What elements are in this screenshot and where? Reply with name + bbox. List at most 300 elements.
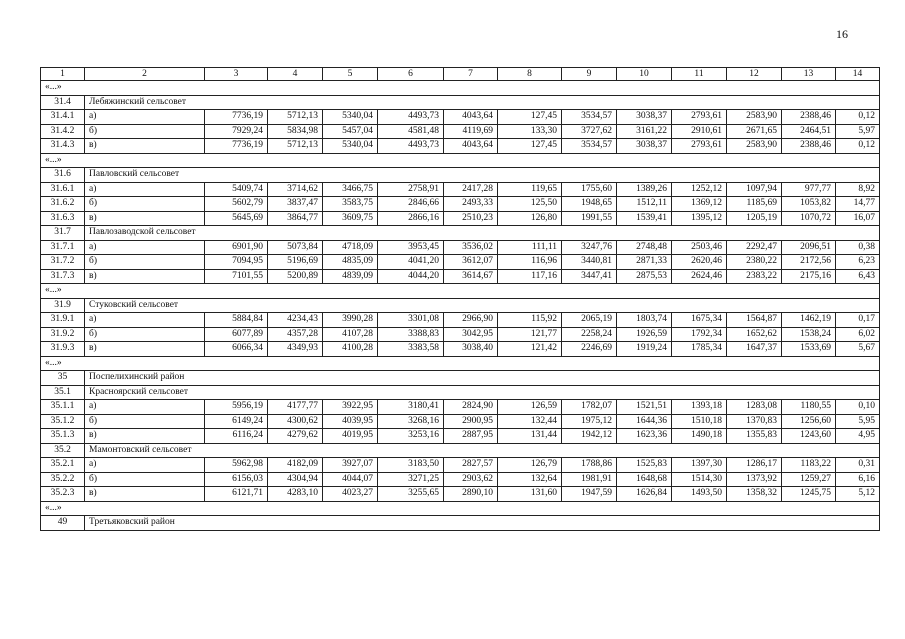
value-cell: 1926,59 (617, 327, 672, 342)
value-cell: 3180,41 (378, 400, 444, 415)
value-cell: 131,44 (498, 429, 562, 444)
row-label: б) (85, 327, 205, 342)
value-cell: 2583,90 (727, 139, 782, 154)
section-code: 35.2 (41, 443, 85, 458)
value-cell: 3536,02 (444, 240, 498, 255)
row-label: а) (85, 458, 205, 473)
section-code: 31.6 (41, 168, 85, 183)
value-cell: 0,10 (836, 400, 880, 415)
value-cell: 2620,46 (672, 255, 727, 270)
ellipsis-row (41, 356, 880, 371)
row-code: 31.7.1 (41, 240, 85, 255)
value-cell: 127,45 (498, 110, 562, 125)
value-cell: 126,59 (498, 400, 562, 415)
value-cell: 4041,20 (378, 255, 444, 270)
value-cell: 2493,33 (444, 197, 498, 212)
value-cell: 1647,37 (727, 342, 782, 357)
value-cell: 2875,53 (617, 269, 672, 284)
value-cell: 0,17 (836, 313, 880, 328)
ellipsis-cell: «...» (41, 284, 880, 299)
value-cell: 3583,75 (323, 197, 378, 212)
value-cell: 131,60 (498, 487, 562, 502)
row-label: в) (85, 139, 205, 154)
ellipsis-row (41, 81, 880, 96)
row-label: а) (85, 240, 205, 255)
value-cell: 6,23 (836, 255, 880, 270)
value-cell: 4718,09 (323, 240, 378, 255)
value-cell: 1070,72 (782, 211, 836, 226)
value-cell: 119,65 (498, 182, 562, 197)
row-label: б) (85, 197, 205, 212)
value-cell: 5645,69 (205, 211, 268, 226)
value-cell: 1395,12 (672, 211, 727, 226)
value-cell: 4044,07 (323, 472, 378, 487)
section-title: Лебяжинский сельсовет (85, 95, 880, 110)
value-cell: 2292,47 (727, 240, 782, 255)
table-row (41, 139, 880, 154)
table-body (41, 68, 880, 531)
value-cell: 5340,04 (323, 139, 378, 154)
column-header: 10 (617, 68, 672, 81)
value-cell: 1245,75 (782, 487, 836, 502)
value-cell: 1180,55 (782, 400, 836, 415)
section-row (41, 516, 880, 531)
row-code: 35.2.3 (41, 487, 85, 502)
table-row (41, 211, 880, 226)
value-cell: 7736,19 (205, 139, 268, 154)
value-cell: 3953,45 (378, 240, 444, 255)
value-cell: 115,92 (498, 313, 562, 328)
row-code: 31.9.2 (41, 327, 85, 342)
value-cell: 3247,76 (562, 240, 617, 255)
value-cell: 4,95 (836, 429, 880, 444)
value-cell: 1370,83 (727, 414, 782, 429)
value-cell: 1355,83 (727, 429, 782, 444)
column-header: 12 (727, 68, 782, 81)
row-label: в) (85, 429, 205, 444)
value-cell: 3038,40 (444, 342, 498, 357)
value-cell: 1675,34 (672, 313, 727, 328)
value-cell: 6116,24 (205, 429, 268, 444)
value-cell: 6149,24 (205, 414, 268, 429)
value-cell: 4279,62 (268, 429, 323, 444)
section-row (41, 226, 880, 241)
value-cell: 1991,55 (562, 211, 617, 226)
value-cell: 1259,27 (782, 472, 836, 487)
value-cell: 4100,28 (323, 342, 378, 357)
value-cell: 3255,65 (378, 487, 444, 502)
value-cell: 5200,89 (268, 269, 323, 284)
row-label: б) (85, 472, 205, 487)
value-cell: 132,64 (498, 472, 562, 487)
value-cell: 4182,09 (268, 458, 323, 473)
row-code: 31.9.1 (41, 313, 85, 328)
value-cell: 3042,95 (444, 327, 498, 342)
row-label: а) (85, 110, 205, 125)
table-row (41, 269, 880, 284)
section-code: 35 (41, 371, 85, 386)
value-cell: 4304,94 (268, 472, 323, 487)
value-cell: 4493,73 (378, 139, 444, 154)
value-cell: 977,77 (782, 182, 836, 197)
value-cell: 2246,69 (562, 342, 617, 357)
value-cell: 4357,28 (268, 327, 323, 342)
section-row (41, 371, 880, 386)
value-cell: 6066,34 (205, 342, 268, 357)
value-cell: 3271,25 (378, 472, 444, 487)
value-cell: 6901,90 (205, 240, 268, 255)
value-cell: 3388,83 (378, 327, 444, 342)
value-cell: 2388,46 (782, 139, 836, 154)
value-cell: 4044,20 (378, 269, 444, 284)
table-row (41, 342, 880, 357)
value-cell: 2748,48 (617, 240, 672, 255)
value-cell: 2966,90 (444, 313, 498, 328)
section-row (41, 443, 880, 458)
value-cell: 3038,37 (617, 139, 672, 154)
value-cell: 1626,84 (617, 487, 672, 502)
value-cell: 4493,73 (378, 110, 444, 125)
row-label: б) (85, 124, 205, 139)
ellipsis-cell: «...» (41, 81, 880, 96)
value-cell: 1510,18 (672, 414, 727, 429)
ellipsis-cell: «...» (41, 501, 880, 516)
value-cell: 2583,90 (727, 110, 782, 125)
table-row (41, 458, 880, 473)
table-row (41, 487, 880, 502)
value-cell: 2671,65 (727, 124, 782, 139)
value-cell: 4839,09 (323, 269, 378, 284)
value-cell: 5712,13 (268, 139, 323, 154)
column-header: 3 (205, 68, 268, 81)
value-cell: 1785,34 (672, 342, 727, 357)
section-title: Красноярский сельсовет (85, 385, 880, 400)
section-code: 31.9 (41, 298, 85, 313)
value-cell: 1525,83 (617, 458, 672, 473)
value-cell: 2383,22 (727, 269, 782, 284)
value-cell: 3447,41 (562, 269, 617, 284)
value-cell: 3440,81 (562, 255, 617, 270)
value-cell: 1538,24 (782, 327, 836, 342)
column-header: 6 (378, 68, 444, 81)
value-cell: 1514,30 (672, 472, 727, 487)
ellipsis-cell: «...» (41, 153, 880, 168)
value-cell: 1369,12 (672, 197, 727, 212)
value-cell: 1919,24 (617, 342, 672, 357)
value-cell: 4234,43 (268, 313, 323, 328)
value-cell: 1053,82 (782, 197, 836, 212)
value-cell: 4107,28 (323, 327, 378, 342)
value-cell: 6077,89 (205, 327, 268, 342)
value-cell: 4019,95 (323, 429, 378, 444)
section-code: 31.4 (41, 95, 85, 110)
section-code: 31.7 (41, 226, 85, 241)
table-row (41, 472, 880, 487)
table-row (41, 414, 880, 429)
value-cell: 133,30 (498, 124, 562, 139)
value-cell: 3609,75 (323, 211, 378, 226)
value-cell: 1942,12 (562, 429, 617, 444)
ellipsis-cell: «...» (41, 356, 880, 371)
ellipsis-row (41, 501, 880, 516)
value-cell: 7101,55 (205, 269, 268, 284)
row-code: 35.1.1 (41, 400, 85, 415)
value-cell: 3534,57 (562, 110, 617, 125)
value-cell: 3837,47 (268, 197, 323, 212)
value-cell: 1521,51 (617, 400, 672, 415)
row-code: 31.4.2 (41, 124, 85, 139)
column-header: 11 (672, 68, 727, 81)
value-cell: 1373,92 (727, 472, 782, 487)
value-cell: 4119,69 (444, 124, 498, 139)
value-cell: 2910,61 (672, 124, 727, 139)
value-cell: 125,50 (498, 197, 562, 212)
value-cell: 6,02 (836, 327, 880, 342)
column-header: 1 (41, 68, 85, 81)
section-title: Стуковский сельсовет (85, 298, 880, 313)
value-cell: 0,12 (836, 139, 880, 154)
column-header: 13 (782, 68, 836, 81)
table-row (41, 327, 880, 342)
value-cell: 1462,19 (782, 313, 836, 328)
column-header: 4 (268, 68, 323, 81)
value-cell: 1948,65 (562, 197, 617, 212)
value-cell: 2900,95 (444, 414, 498, 429)
section-title: Мамонтовский сельсовет (85, 443, 880, 458)
section-code: 35.1 (41, 385, 85, 400)
value-cell: 5,95 (836, 414, 880, 429)
value-cell: 2793,61 (672, 139, 727, 154)
value-cell: 1493,50 (672, 487, 727, 502)
ellipsis-row (41, 284, 880, 299)
section-row (41, 95, 880, 110)
value-cell: 2827,57 (444, 458, 498, 473)
value-cell: 4581,48 (378, 124, 444, 139)
value-cell: 2624,46 (672, 269, 727, 284)
value-cell: 1512,11 (617, 197, 672, 212)
value-cell: 116,96 (498, 255, 562, 270)
value-cell: 1947,59 (562, 487, 617, 502)
value-cell: 14,77 (836, 197, 880, 212)
value-cell: 5,12 (836, 487, 880, 502)
row-label: в) (85, 211, 205, 226)
value-cell: 1975,12 (562, 414, 617, 429)
value-cell: 1243,60 (782, 429, 836, 444)
value-cell: 126,79 (498, 458, 562, 473)
row-label: б) (85, 255, 205, 270)
value-cell: 2096,51 (782, 240, 836, 255)
table-row (41, 313, 880, 328)
value-cell: 4177,77 (268, 400, 323, 415)
value-cell: 1358,32 (727, 487, 782, 502)
value-cell: 1097,94 (727, 182, 782, 197)
section-title: Павлозаводской сельсовет (85, 226, 880, 241)
value-cell: 0,31 (836, 458, 880, 473)
value-cell: 1205,19 (727, 211, 782, 226)
value-cell: 6121,71 (205, 487, 268, 502)
row-code: 35.1.2 (41, 414, 85, 429)
header-row (41, 68, 880, 81)
value-cell: 0,12 (836, 110, 880, 125)
row-code: 31.6.3 (41, 211, 85, 226)
value-cell: 1286,17 (727, 458, 782, 473)
table-row (41, 429, 880, 444)
value-cell: 1185,69 (727, 197, 782, 212)
value-cell: 5602,79 (205, 197, 268, 212)
row-code: 31.4.3 (41, 139, 85, 154)
section-title: Павловский сельсовет (85, 168, 880, 183)
value-cell: 1252,12 (672, 182, 727, 197)
value-cell: 3161,22 (617, 124, 672, 139)
row-code: 31.6.2 (41, 197, 85, 212)
value-cell: 1782,07 (562, 400, 617, 415)
ellipsis-row (41, 153, 880, 168)
row-code: 31.6.1 (41, 182, 85, 197)
value-cell: 127,45 (498, 139, 562, 154)
value-cell: 2258,24 (562, 327, 617, 342)
value-cell: 4043,64 (444, 110, 498, 125)
value-cell: 5409,74 (205, 182, 268, 197)
value-cell: 4835,09 (323, 255, 378, 270)
value-cell: 4043,64 (444, 139, 498, 154)
value-cell: 1393,18 (672, 400, 727, 415)
column-header: 9 (562, 68, 617, 81)
section-title: Поспелихинский район (85, 371, 880, 386)
value-cell: 1755,60 (562, 182, 617, 197)
value-cell: 3038,37 (617, 110, 672, 125)
value-cell: 6,16 (836, 472, 880, 487)
value-cell: 2175,16 (782, 269, 836, 284)
value-cell: 2065,19 (562, 313, 617, 328)
value-cell: 5712,13 (268, 110, 323, 125)
value-cell: 2417,28 (444, 182, 498, 197)
column-header: 14 (836, 68, 880, 81)
value-cell: 3714,62 (268, 182, 323, 197)
value-cell: 1564,87 (727, 313, 782, 328)
value-cell: 8,92 (836, 182, 880, 197)
value-cell: 3922,95 (323, 400, 378, 415)
row-label: а) (85, 182, 205, 197)
value-cell: 2510,23 (444, 211, 498, 226)
value-cell: 0,38 (836, 240, 880, 255)
section-row (41, 385, 880, 400)
row-label: а) (85, 313, 205, 328)
value-cell: 1644,36 (617, 414, 672, 429)
value-cell: 1652,62 (727, 327, 782, 342)
value-cell: 117,16 (498, 269, 562, 284)
value-cell: 5962,98 (205, 458, 268, 473)
row-label: а) (85, 400, 205, 415)
value-cell: 121,77 (498, 327, 562, 342)
row-code: 35.2.1 (41, 458, 85, 473)
value-cell: 2871,33 (617, 255, 672, 270)
column-header: 5 (323, 68, 378, 81)
value-cell: 2758,91 (378, 182, 444, 197)
value-cell: 2903,62 (444, 472, 498, 487)
value-cell: 7094,95 (205, 255, 268, 270)
row-label: в) (85, 269, 205, 284)
value-cell: 3864,77 (268, 211, 323, 226)
value-cell: 2846,66 (378, 197, 444, 212)
value-cell: 1397,30 (672, 458, 727, 473)
row-code: 31.4.1 (41, 110, 85, 125)
value-cell: 4300,62 (268, 414, 323, 429)
value-cell: 2824,90 (444, 400, 498, 415)
column-header: 2 (85, 68, 205, 81)
value-cell: 121,42 (498, 342, 562, 357)
value-cell: 5196,69 (268, 255, 323, 270)
table-row (41, 110, 880, 125)
value-cell: 3183,50 (378, 458, 444, 473)
section-title: Третьяковский район (85, 516, 880, 531)
value-cell: 5340,04 (323, 110, 378, 125)
value-cell: 2380,22 (727, 255, 782, 270)
value-cell: 5073,84 (268, 240, 323, 255)
table-row (41, 240, 880, 255)
value-cell: 5834,98 (268, 124, 323, 139)
table-row (41, 124, 880, 139)
page-number: 16 (836, 27, 848, 41)
value-cell: 5457,04 (323, 124, 378, 139)
value-cell: 2890,10 (444, 487, 498, 502)
value-cell: 3466,75 (323, 182, 378, 197)
tariff-table (40, 67, 880, 531)
value-cell: 1648,68 (617, 472, 672, 487)
value-cell: 111,11 (498, 240, 562, 255)
value-cell: 1539,41 (617, 211, 672, 226)
value-cell: 5,97 (836, 124, 880, 139)
value-cell: 1389,26 (617, 182, 672, 197)
value-cell: 4349,93 (268, 342, 323, 357)
value-cell: 2503,46 (672, 240, 727, 255)
value-cell: 3534,57 (562, 139, 617, 154)
section-code: 49 (41, 516, 85, 531)
value-cell: 2866,16 (378, 211, 444, 226)
value-cell: 1490,18 (672, 429, 727, 444)
table-row (41, 182, 880, 197)
value-cell: 2887,95 (444, 429, 498, 444)
value-cell: 16,07 (836, 211, 880, 226)
column-header: 8 (498, 68, 562, 81)
value-cell: 3727,62 (562, 124, 617, 139)
value-cell: 1788,86 (562, 458, 617, 473)
value-cell: 3990,28 (323, 313, 378, 328)
row-code: 35.2.2 (41, 472, 85, 487)
table-row (41, 255, 880, 270)
value-cell: 1981,91 (562, 472, 617, 487)
value-cell: 2388,46 (782, 110, 836, 125)
value-cell: 3614,67 (444, 269, 498, 284)
value-cell: 4283,10 (268, 487, 323, 502)
value-cell: 2793,61 (672, 110, 727, 125)
value-cell: 5956,19 (205, 400, 268, 415)
row-label: в) (85, 487, 205, 502)
value-cell: 1803,74 (617, 313, 672, 328)
column-header: 7 (444, 68, 498, 81)
value-cell: 1792,34 (672, 327, 727, 342)
value-cell: 1533,69 (782, 342, 836, 357)
value-cell: 1256,60 (782, 414, 836, 429)
section-row (41, 168, 880, 183)
value-cell: 4023,27 (323, 487, 378, 502)
value-cell: 1283,08 (727, 400, 782, 415)
row-code: 31.7.3 (41, 269, 85, 284)
row-code: 31.9.3 (41, 342, 85, 357)
value-cell: 132,44 (498, 414, 562, 429)
value-cell: 3301,08 (378, 313, 444, 328)
section-row (41, 298, 880, 313)
value-cell: 5,67 (836, 342, 880, 357)
